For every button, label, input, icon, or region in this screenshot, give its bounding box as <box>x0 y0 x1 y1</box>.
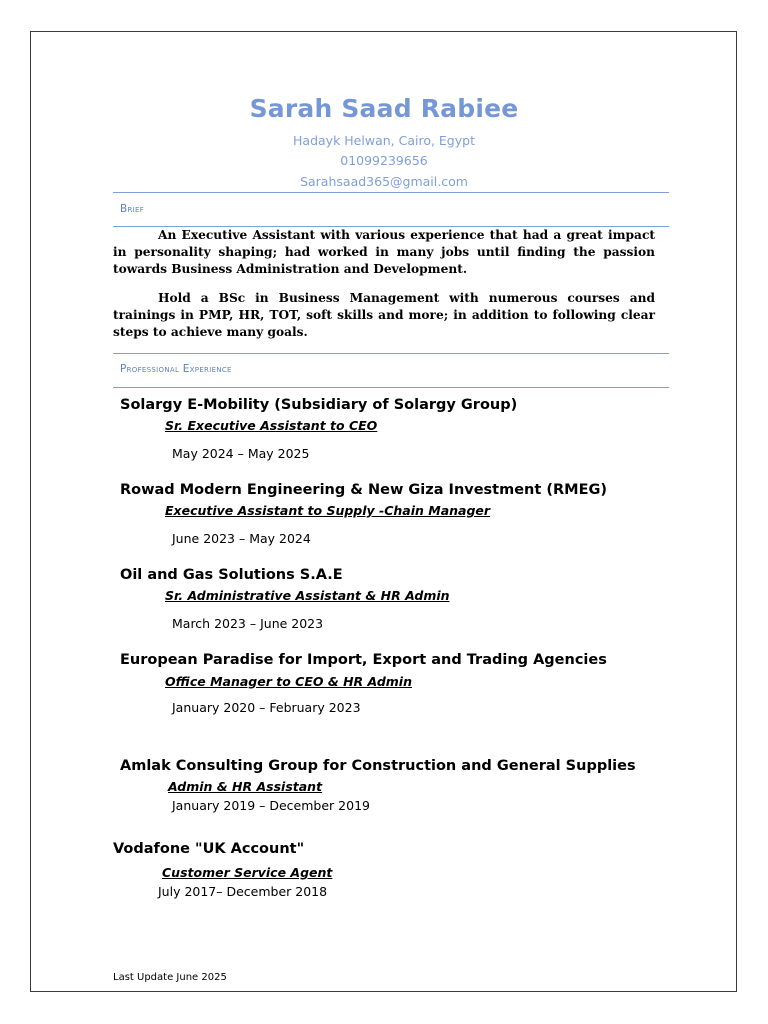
last-update-note: Last Update June 2025 <box>113 972 227 983</box>
job-company: Vodafone "UK Account" <box>113 841 305 857</box>
candidate-name: Sarah Saad Rabiee <box>249 94 519 123</box>
address: Hadayk Helwan, Cairo, Egypt <box>293 133 475 148</box>
job-dates: January 2020 – February 2023 <box>172 700 361 715</box>
brief-paragraph-1-text: An Executive Assistant with various experience that had a great impact in personality shaping; had worked in many jobs until finding the passion towards Business Administration and Development. <box>113 228 655 276</box>
divider <box>113 387 669 388</box>
job-dates: May 2024 – May 2025 <box>172 446 310 461</box>
job-role: Sr. Executive Assistant to CEO <box>165 418 378 433</box>
brief-paragraph-2 <box>113 290 655 341</box>
brief-paragraph-2-text: Hold a BSc in Business Management with numerous courses and trainings in PMP, HR, TOT, soft skills and more; in addition to following clear steps to achieve many goals. <box>113 291 655 339</box>
job-dates: June 2023 – May 2024 <box>172 531 311 546</box>
phone: 01099239656 <box>340 153 428 168</box>
section-heading-experience: Professional Experience <box>120 363 232 375</box>
job-dates: March 2023 – June 2023 <box>172 616 324 631</box>
job-role: Customer Service Agent <box>162 865 333 880</box>
email[interactable]: Sarahsaad365@gmail.com <box>300 174 468 189</box>
job-role: Executive Assistant to Supply -Chain Manager <box>165 503 491 518</box>
job-company: Amlak Consulting Group for Construction and General Supplies <box>120 758 636 774</box>
divider <box>113 353 669 354</box>
job-company: European Paradise for Import, Export and Trading Agencies <box>120 652 607 668</box>
job-role: Office Manager to CEO & HR Admin <box>165 674 412 689</box>
section-heading-brief: Brief <box>120 203 145 215</box>
job-company: Solargy E-Mobility (Subsidiary of Solargy Group) <box>120 397 518 413</box>
job-company: Rowad Modern Engineering & New Giza Investment (RMEG) <box>120 482 608 498</box>
job-role: Sr. Administrative Assistant & HR Admin <box>165 588 450 603</box>
divider <box>113 192 669 193</box>
brief-paragraph-1 <box>113 227 655 278</box>
job-company: Oil and Gas Solutions S.A.E <box>120 567 343 583</box>
job-role: Admin & HR Assistant <box>168 779 323 794</box>
job-dates: July 2017– December 2018 <box>158 884 328 899</box>
job-dates: January 2019 – December 2019 <box>172 798 370 813</box>
